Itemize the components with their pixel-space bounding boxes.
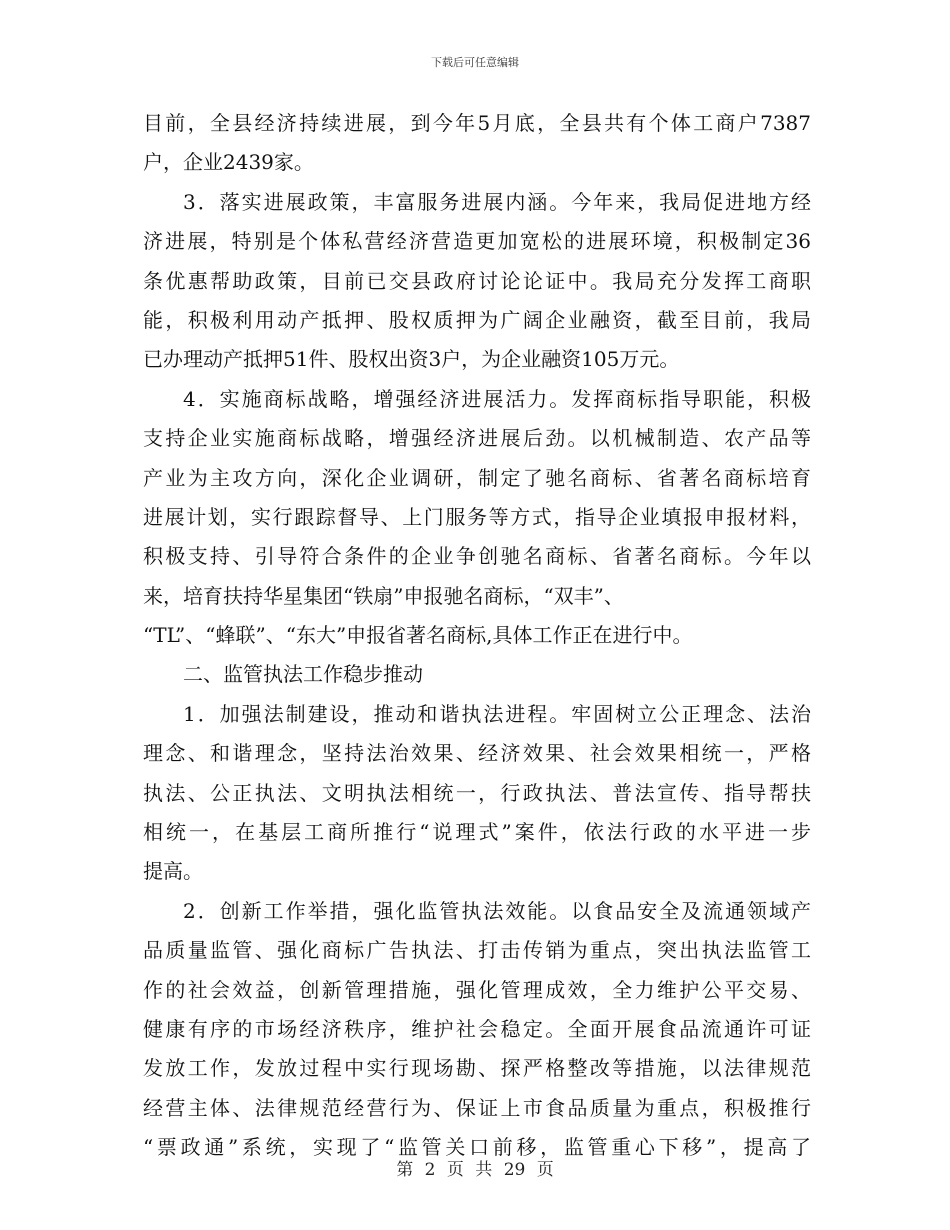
text-line: “TL”、“蜂联”、“东大”申报省著名商标,具体工作正在进行中。 [143,623,693,648]
text-line: 济进展，特别是个体私营经济营造更加宽松的进展环境，积极制定36 [143,229,811,254]
text-line: “票政通”系统，实现了“监管关口前移，监管重心下移”，提高了 [143,1135,811,1160]
paragraph-start-line: 3．落实进展政策，丰富服务进展内涵。今年来，我局促进地方经 [183,189,811,214]
text-line: 相统一，在基层工商所推行“说理式”案件，依法行政的水平进一步 [143,820,811,845]
text-line: 户，企业2439家。 [143,150,314,175]
paragraph-start-line: 1．加强法制建设，推动和谐执法进程。牢固树立公正理念、法治 [183,701,811,726]
text-line: 发放工作，发放过程中实行现场勘、探严格整改等措施，以法律规范 [143,1056,811,1081]
paragraph-start-line: 2．创新工作举措，强化监管执法效能。以食品安全及流通领域产 [183,898,811,923]
text-line: 积极支持、引导符合条件的企业争创驰名商标、省著名商标。今年以 [143,544,811,569]
text-line: 来，培育扶持华星集团“铁扇”申报驰名商标，“双丰”、 [143,583,624,608]
text-line: 作的社会效益，创新管理措施，强化管理成效，全力维护公平交易、 [143,977,811,1002]
text-line: 进展计划，实行跟踪督导、上门服务等方式，指导企业填报申报材料， [143,504,811,529]
text-line: 提高。 [143,859,203,884]
text-line: 经营主体、法律规范经营行为、保证上市食品质量为重点，积极推行 [143,1095,811,1120]
text-line: 健康有序的市场经济秩序，维护社会稳定。全面开展食品流通许可证 [143,1016,811,1041]
text-line: 已办理动产抵押51件、股权出资3户，为企业融资105万元。 [143,347,680,372]
text-line: 能，积极利用动产抵押、股权质押为广阔企业融资，截至目前，我局 [143,307,811,332]
text-line: 目前，全县经济持续进展，到今年5月底，全县共有个体工商户7387 [143,111,811,135]
page-header-note: 下载后可任意编辑 [431,56,519,69]
text-line: 条优惠帮助政策，目前已交县政府讨论论证中。我局充分发挥工商职 [143,268,811,293]
text-line: 品质量监管、强化商标广告执法、打击传销为重点，突出执法监管工 [143,938,811,963]
document-body [143,104,811,1168]
text-line: 产业为主攻方向，深化企业调研，制定了驰名商标、省著名商标培育 [143,465,811,490]
section-heading: 二、监管执法工作稳步推动 [183,662,423,687]
text-line: 执法、公正执法、文明执法相统一，行政执法、普法宣传、指导帮扶 [143,780,811,805]
page-number-footer: 第 2 页 共 29 页 [396,1160,554,1180]
text-line: 理念、和谐理念，坚持法治效果、经济效果、社会效果相统一，严格 [143,741,811,766]
text-line: 支持企业实施商标战略，增强经济进展后劲。以机械制造、农产品等 [143,426,811,451]
paragraph-start-line: 4．实施商标战略，增强经济进展活力。发挥商标指导职能，积极 [183,386,811,411]
